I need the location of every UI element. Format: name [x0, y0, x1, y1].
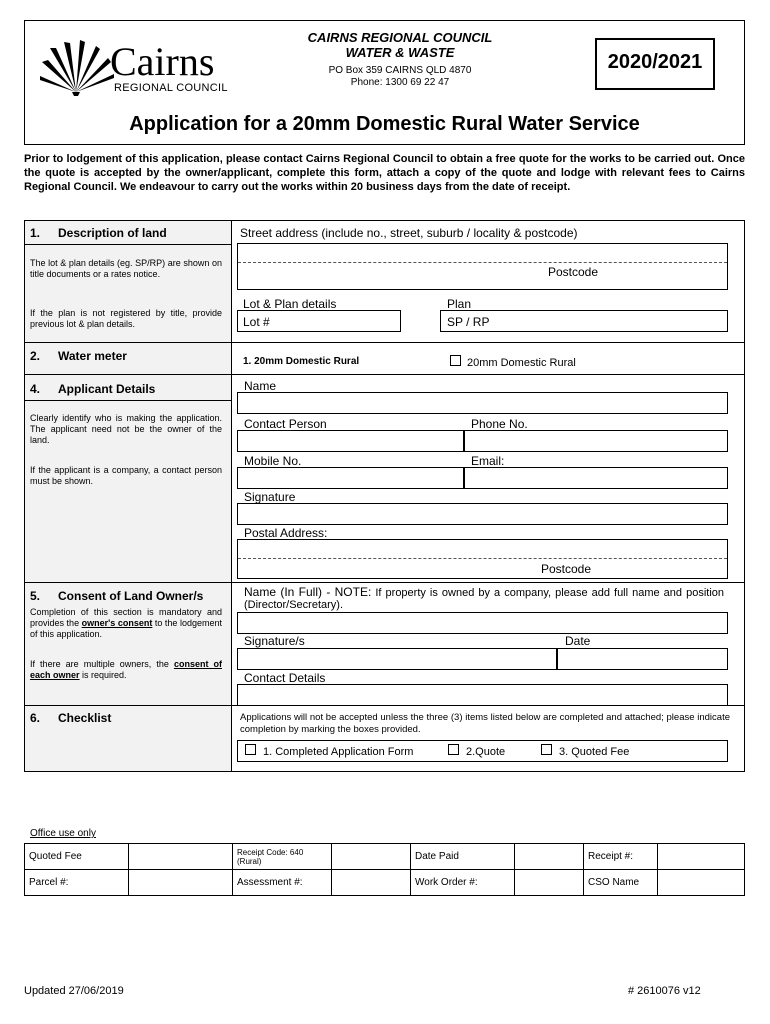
sec5-note2-part: is required.: [79, 670, 127, 680]
owner-contact-field[interactable]: [237, 684, 728, 706]
address-line-divider: [238, 262, 727, 263]
sec4-note-applicant: Clearly identify who is making the application. The applicant need not be the owner of the land.: [30, 413, 222, 445]
date-paid-label: Date Paid: [411, 844, 515, 870]
owner-signature-field[interactable]: [237, 648, 557, 670]
sec5-note1-part: Completion of this section is mandatory and provides the: [30, 607, 222, 628]
checklist-fee-label: 3. Quoted Fee: [559, 746, 630, 758]
sec5-note1-part: to the lodgement of this application.: [30, 618, 223, 639]
sec1-title: Description of land: [58, 226, 167, 240]
receipt-number-value[interactable]: [658, 844, 745, 870]
cso-name-value[interactable]: [658, 870, 745, 896]
signature-field[interactable]: [237, 503, 728, 525]
form-title: Application for a 20mm Domestic Rural Water Service: [129, 113, 640, 135]
assessment-value[interactable]: [332, 870, 411, 896]
lot-number-text: Lot #: [243, 315, 270, 329]
table-row: [25, 870, 745, 896]
contact-person-label: Contact Person: [244, 417, 327, 431]
year-label: 2020/2021: [607, 51, 703, 73]
cso-name-label: CSO Name: [584, 870, 658, 896]
water-meter-item: 1. 20mm Domestic Rural: [243, 356, 360, 367]
sec4-title: Applicant Details: [58, 382, 156, 396]
sec1-note-unregistered: If the plan is not registered by title, provide previous lot & plan details.: [30, 308, 222, 329]
org-department: WATER & WASTE: [345, 45, 455, 60]
sec5-note2-part: If there are multiple owners, the: [30, 659, 174, 669]
column-divider: [231, 220, 232, 772]
sec4-number: 4.: [30, 382, 41, 396]
owner-date-label: Date: [565, 634, 591, 648]
water-meter-option-label: 20mm Domestic Rural: [467, 357, 576, 369]
logo-subtitle: REGIONAL COUNCIL: [114, 82, 228, 94]
sec5-number: 5.: [30, 589, 41, 603]
owner-name-label-note: If property is owned by a company, please add full name and position (Director/Secretary).: [244, 587, 724, 611]
sec-title-rule: [24, 244, 231, 245]
parcel-label: Parcel #:: [25, 870, 129, 896]
checklist-form-label: 1. Completed Application Form: [263, 746, 414, 758]
sp-rp-text: SP / RP: [447, 315, 490, 329]
receipt-code-value[interactable]: [332, 844, 411, 870]
logo-wordmark: Cairns: [110, 39, 215, 84]
sec5-title: Consent of Land Owner/s: [58, 589, 204, 603]
receipt-number-label: Receipt #:: [584, 844, 658, 870]
org-name: CAIRNS REGIONAL COUNCIL: [307, 30, 493, 45]
sec1-number: 1.: [30, 226, 41, 240]
receipt-code-label: [233, 844, 332, 870]
sec4-note-company: If the applicant is a company, a contact person must be shown.: [30, 465, 222, 486]
checklist-quote-checkbox[interactable]: [448, 744, 459, 755]
assessment-label: Assessment #:: [233, 870, 332, 896]
row-divider: [24, 342, 745, 343]
email-field[interactable]: [464, 467, 728, 489]
table-row: [25, 844, 745, 870]
owner-date-field[interactable]: [557, 648, 728, 670]
sec6-title: Checklist: [58, 711, 112, 725]
owner-name-label: [244, 586, 724, 611]
sec6-panel: [25, 706, 231, 771]
sec-title-rule: [24, 400, 231, 401]
phone-label: Phone No.: [471, 417, 528, 431]
phone-field[interactable]: [464, 430, 728, 452]
postal-address-field[interactable]: [237, 539, 728, 579]
footer-updated: Updated 27/06/2019: [24, 985, 124, 997]
office-use-heading: Office use only: [30, 828, 96, 839]
lot-plan-label: Lot & Plan details: [243, 297, 337, 311]
receipt-code-sub: (Rural): [237, 856, 262, 866]
sec6-number: 6.: [30, 711, 41, 725]
name-label: Name: [244, 379, 277, 393]
sec2-panel: [25, 343, 231, 374]
owner-signature-label: Signature/s: [244, 634, 305, 648]
sec2-number: 2.: [30, 349, 41, 363]
intro-text: Prior to lodgement of this application, please contact Cairns Regional Council to obtain a free quote for the works to be carried out. Once the quote is accepted by the owner/applicant, complete this form, attach a copy of the quote and lodge with relevant fees to Cairns Regional Council. We endeavour to carry out the works within 20 business days from the date of receipt.: [24, 153, 745, 193]
street-address-field[interactable]: [237, 243, 728, 290]
owner-name-label-main: Name (In Full) - NOTE:: [244, 585, 372, 599]
checklist-form-checkbox[interactable]: [245, 744, 256, 755]
plan-label: Plan: [447, 297, 472, 311]
postal-line-divider: [238, 558, 727, 559]
signature-label: Signature: [244, 490, 296, 504]
row-divider: [24, 374, 745, 375]
council-logo: [36, 38, 236, 98]
sec5-note-mandatory: [30, 607, 222, 640]
street-address-label: Street address (include no., street, suburb / locality & postcode): [240, 226, 578, 240]
org-phone: Phone: 1300 69 22 47: [350, 77, 450, 88]
sec2-title: Water meter: [58, 349, 127, 363]
owner-contact-label: Contact Details: [244, 671, 326, 685]
date-paid-value[interactable]: [515, 844, 584, 870]
palm-leaf-icon: [36, 40, 116, 96]
owner-name-field[interactable]: [237, 612, 728, 634]
water-meter-checkbox[interactable]: [450, 355, 461, 366]
footer-doc-ref: # 2610076 v12: [628, 985, 701, 997]
sec1-note-lotplan: The lot & plan details (eg. SP/RP) are shown on title documents or a rates notice.: [30, 258, 222, 279]
mobile-label: Mobile No.: [244, 454, 302, 468]
name-field[interactable]: [237, 392, 728, 414]
checklist-fee-checkbox[interactable]: [541, 744, 552, 755]
receipt-code-text: Receipt Code: 640: [237, 847, 304, 857]
org-address: PO Box 359 CAIRNS QLD 4870: [328, 65, 472, 76]
work-order-label: Work Order #:: [411, 870, 515, 896]
contact-person-field[interactable]: [237, 430, 464, 452]
postal-address-label: Postal Address:: [244, 526, 328, 540]
row-divider: [24, 582, 745, 583]
checklist-quote-label: 2.Quote: [466, 746, 506, 758]
work-order-value[interactable]: [515, 870, 584, 896]
sec5-note-multiple: [30, 659, 222, 681]
email-label: Email:: [471, 454, 505, 468]
owners-consent-emphasis: owner's consent: [81, 618, 153, 628]
quoted-fee-label: Quoted Fee: [25, 844, 129, 870]
sec1-postcode-label: Postcode: [548, 265, 599, 279]
office-use-table: [24, 843, 745, 896]
parcel-value[interactable]: [129, 870, 233, 896]
sec4-postcode-label: Postcode: [541, 562, 592, 576]
mobile-field[interactable]: [237, 467, 464, 489]
checklist-note: Applications will not be accepted unless the three (3) items listed below are completed and attached; please indicate completion by marking the boxes provided.: [240, 712, 730, 735]
consent-each-owner-emphasis: consent of each owner: [30, 659, 222, 680]
quoted-fee-value[interactable]: [129, 844, 233, 870]
